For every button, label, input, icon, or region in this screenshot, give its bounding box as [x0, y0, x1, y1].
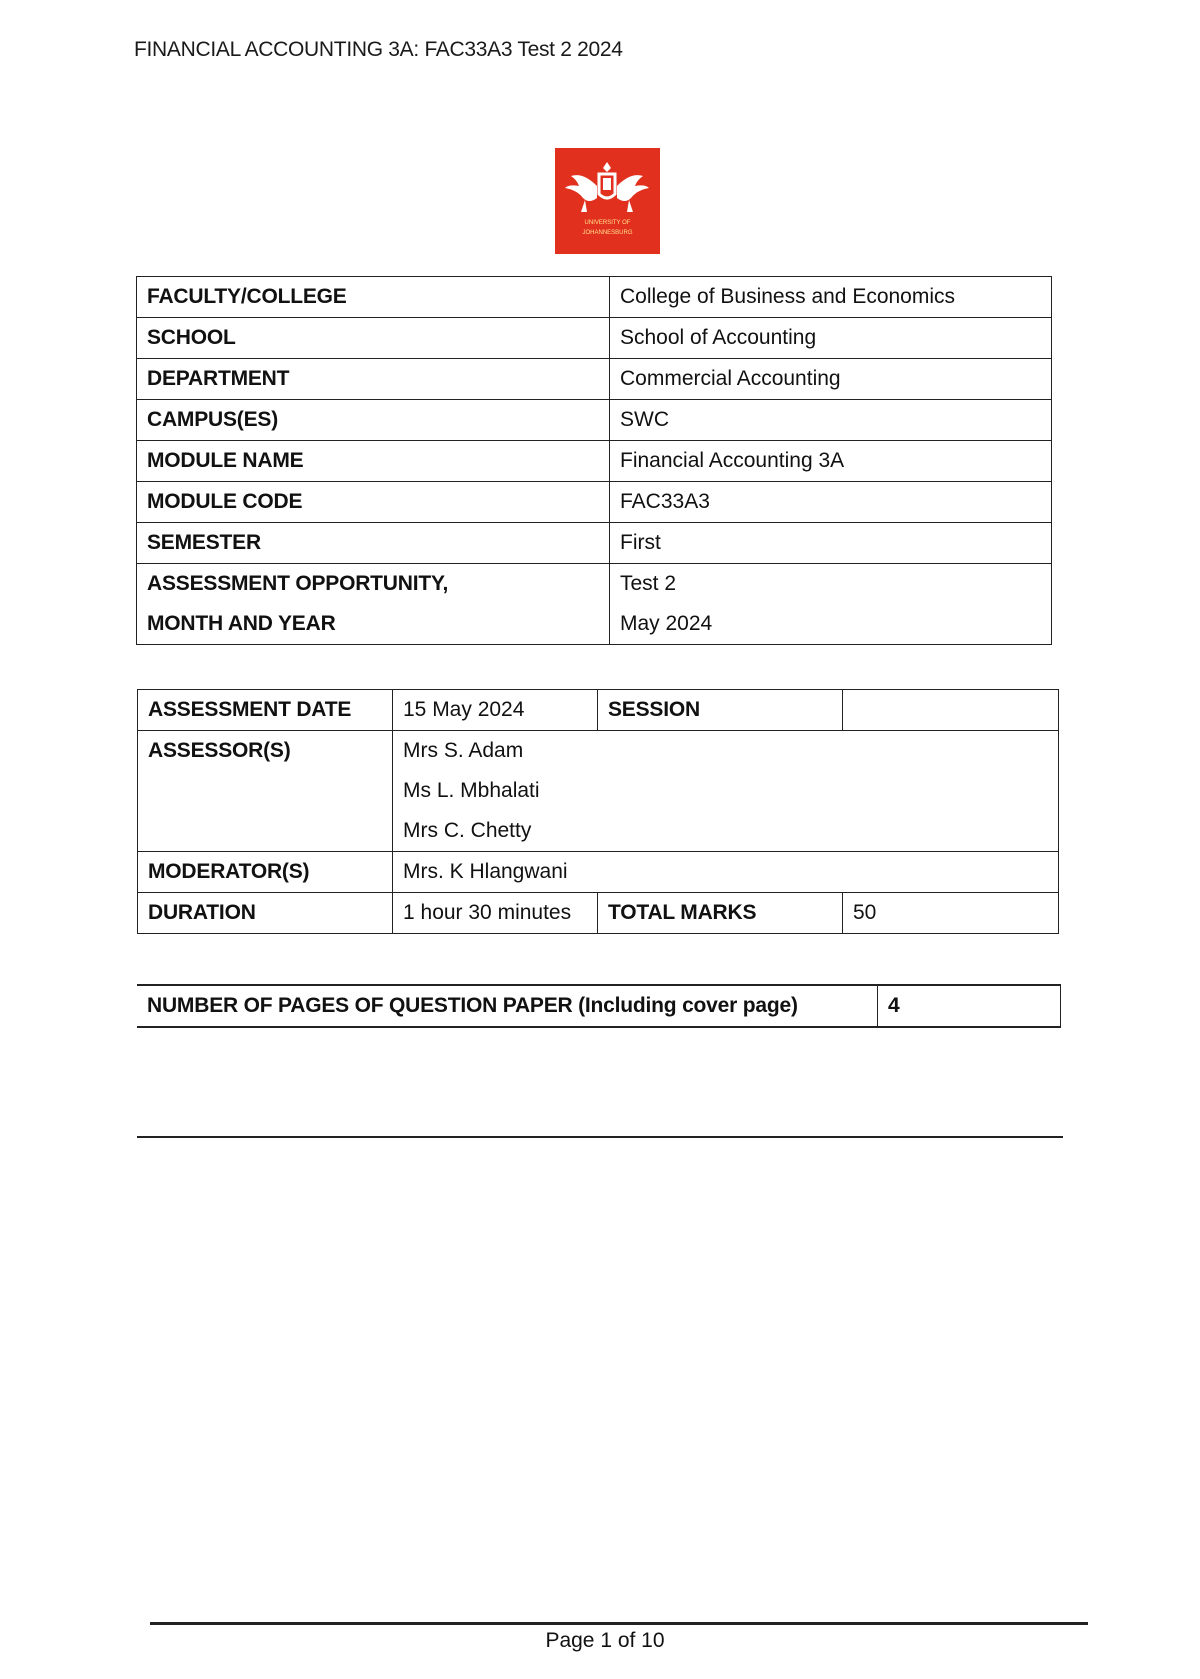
pages-count-label: NUMBER OF PAGES OF QUESTION PAPER (Including cover page) [137, 985, 878, 1027]
module-info-table [136, 276, 1052, 645]
table-row [138, 690, 1059, 731]
assessors-list [393, 731, 1059, 852]
row-label: FACULTY/COLLEGE [137, 277, 610, 318]
table-row [137, 482, 1052, 523]
session-label: SESSION [598, 690, 843, 731]
pages-count-value: 4 [878, 985, 1061, 1027]
assessment-date-value: 15 May 2024 [393, 690, 598, 731]
crest-icon [555, 148, 660, 254]
row-value: First [610, 523, 1052, 564]
page-number: Page 1 of 10 [545, 1629, 665, 1652]
opportunity-value-line1: Test 2 [620, 572, 677, 595]
table-row [137, 985, 1061, 1027]
table-row [137, 564, 1052, 645]
total-marks-value: 50 [843, 893, 1059, 934]
opportunity-label-line2: MONTH AND YEAR [147, 612, 336, 635]
section-divider [137, 1136, 1063, 1138]
row-label: CAMPUS(ES) [137, 400, 610, 441]
total-marks-label: TOTAL MARKS [598, 893, 843, 934]
opportunity-label-line1: ASSESSMENT OPPORTUNITY, [147, 572, 449, 595]
row-value: Commercial Accounting [610, 359, 1052, 400]
row-value: College of Business and Economics [610, 277, 1052, 318]
row-value: School of Accounting [610, 318, 1052, 359]
moderator-value: Mrs. K Hlangwani [393, 852, 1059, 893]
row-value: Financial Accounting 3A [610, 441, 1052, 482]
table-row [138, 852, 1059, 893]
opportunity-value-line2: May 2024 [620, 612, 713, 635]
pages-count-table [137, 984, 1061, 1028]
opportunity-value [610, 564, 1052, 645]
opportunity-label [137, 564, 610, 645]
table-row [137, 441, 1052, 482]
table-row [137, 523, 1052, 564]
row-label: MODULE CODE [137, 482, 610, 523]
row-label: MODULE NAME [137, 441, 610, 482]
duration-label: DURATION [138, 893, 393, 934]
assessor-name: Mrs S. Adam [403, 739, 524, 762]
assessment-table [137, 689, 1059, 934]
footer-divider [150, 1622, 1088, 1625]
row-value: SWC [610, 400, 1052, 441]
table-row [137, 400, 1052, 441]
module-info-rows [137, 277, 1052, 564]
row-value: FAC33A3 [610, 482, 1052, 523]
session-value [843, 690, 1059, 731]
duration-value: 1 hour 30 minutes [393, 893, 598, 934]
row-label: DEPARTMENT [137, 359, 610, 400]
table-row [137, 359, 1052, 400]
assessment-date-label: ASSESSMENT DATE [138, 690, 393, 731]
row-label: SEMESTER [137, 523, 610, 564]
assessor-name: Mrs C. Chetty [403, 819, 532, 842]
assessor-name: Ms L. Mbhalati [403, 779, 540, 802]
row-label: SCHOOL [137, 318, 610, 359]
logo-text-line2: JOHANNESBURG [582, 230, 633, 236]
table-row [138, 893, 1059, 934]
table-row [137, 277, 1052, 318]
table-row [138, 731, 1059, 852]
document-header: FINANCIAL ACCOUNTING 3A: FAC33A3 Test 2 2024 [134, 38, 623, 61]
table-row [137, 318, 1052, 359]
moderator-label: MODERATOR(S) [138, 852, 393, 893]
university-logo [555, 148, 660, 254]
assessors-label: ASSESSOR(S) [138, 731, 393, 852]
logo-text-line1: UNIVERSITY OF [584, 220, 631, 226]
page-footer [0, 1629, 1200, 1653]
